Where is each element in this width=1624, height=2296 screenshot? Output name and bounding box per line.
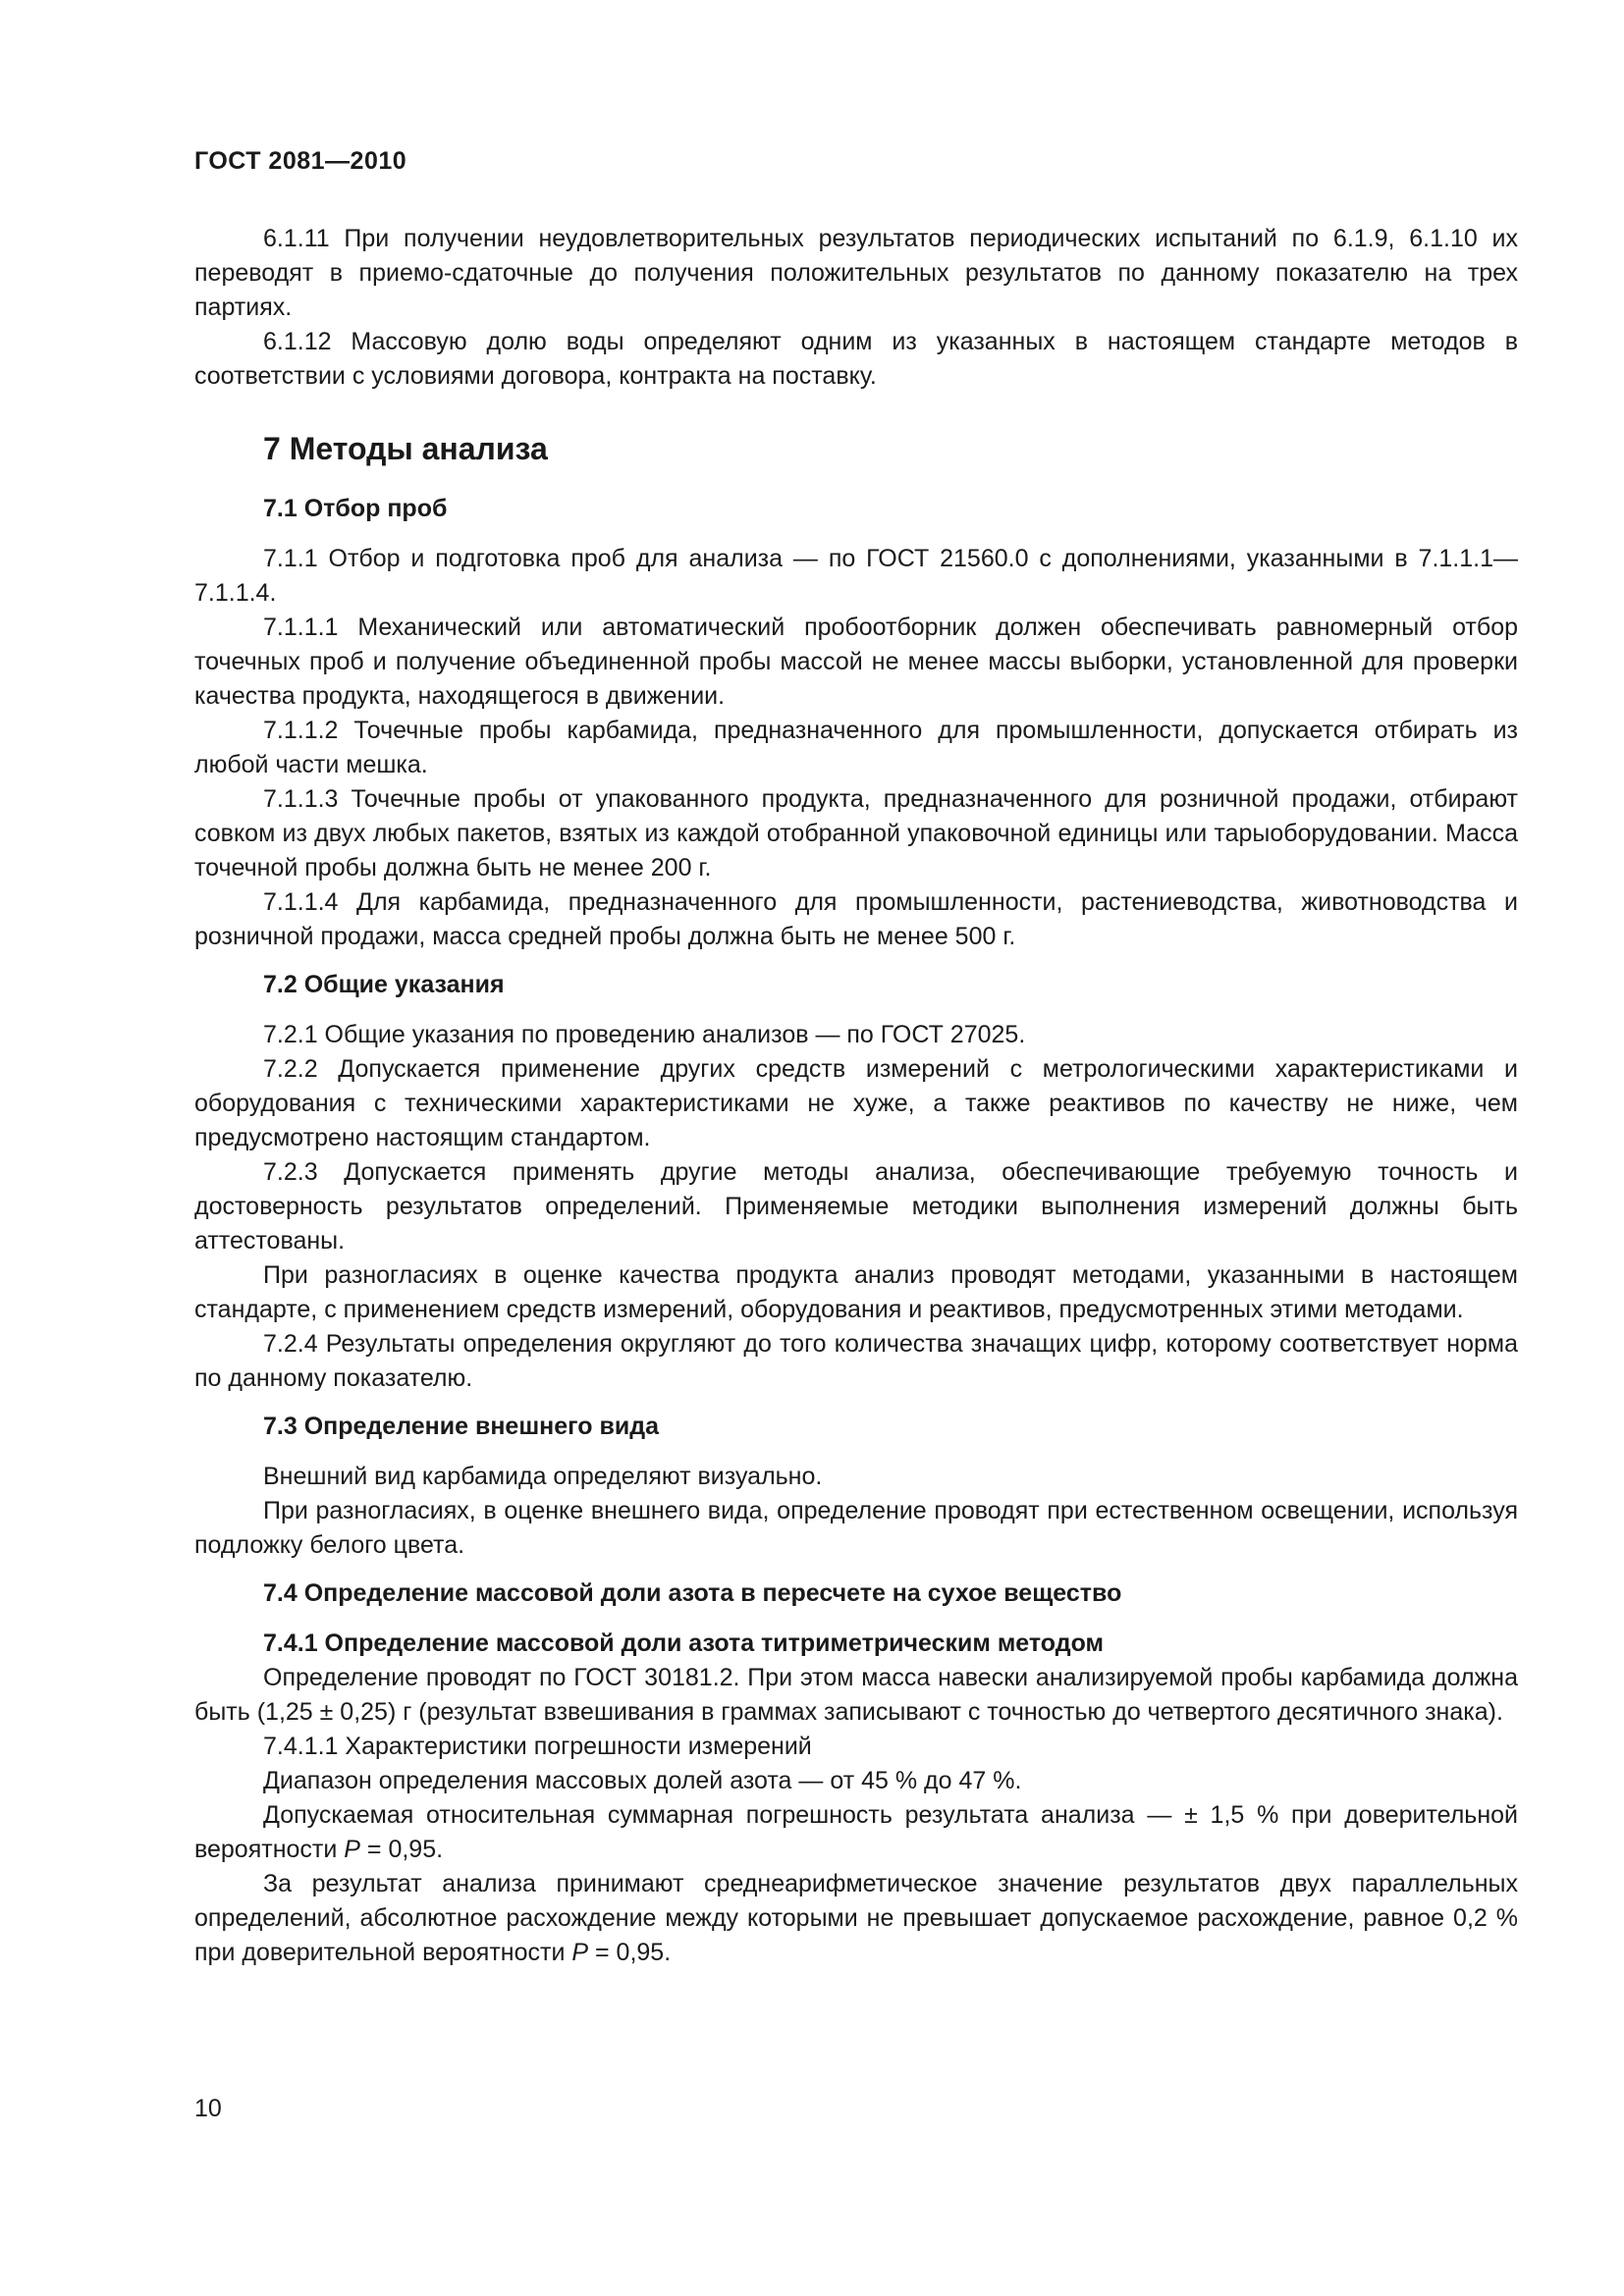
document-header: ГОСТ 2081—2010 (194, 147, 407, 175)
paragraph-6-1-11: 6.1.11 При получении неудовлетворительных результатов периодических испытаний по 6.1.9, 6.1.10 их переводят в приемо-сдаточные до получения положительных результатов по данному показателю на трех партиях. (194, 225, 1518, 321)
section-7-heading: 7 Методы анализа (263, 431, 548, 466)
paragraph-7-1-1-4: 7.1.1.4 Для карбамида, предназначенного для промышленности, растениеводства, животноводства и розничной продажи, масса средней пробы должна быть не менее 500 г. (194, 888, 1518, 950)
paragraph-7-3-disagreement: При разногласиях, в оценке внешнего вида, определение проводят при естественном освещении, используя подложку белого цвета. (194, 1497, 1518, 1559)
paragraph-7-2-3-disagreement: При разногласиях в оценке качества продукта анализ проводят методами, указанными в настоящем стандарте, с применением средств измерений, оборудования и реактивов, предусмотренных этими методами. (194, 1261, 1518, 1323)
section-7-1-heading: 7.1 Отбор проб (263, 495, 448, 522)
paragraph-7-3-visual: Внешний вид карбамида определяют визуально. (263, 1463, 823, 1490)
section-7-3-heading: 7.3 Определение внешнего вида (263, 1413, 659, 1440)
error-text: Допускаемая относительная суммарная погрешность результата анализа — ± 1,5 % при доверительной вероятности (194, 1801, 1518, 1863)
document-body (194, 222, 1518, 1970)
result-value: = 0,95. (588, 1939, 672, 1966)
paragraph-7-2-3: 7.2.3 Допускается применять другие методы анализа, обеспечивающие требуемую точность и достоверность результатов определений. Применяемые методики выполнения измерений должны быть аттестованы. (194, 1158, 1518, 1255)
paragraph-7-4-1-range: Диапазон определения массовых долей азота — от 45 % до 47 %. (263, 1767, 1022, 1794)
paragraph-7-1-1-3: 7.1.1.3 Точечные пробы от упакованного продукта, предназначенного для розничной продажи, отбирают совком из двух любых пакетов, взятых из каждой отобранной упаковочной единицы или тарыоборудовании. Масса точечной пробы должна быть не менее 200 г. (194, 785, 1518, 881)
section-7-2-heading: 7.2 Общие указания (263, 971, 505, 998)
section-7-4-1-heading: 7.4.1 Определение массовой доли азота титриметрическим методом (263, 1629, 1105, 1657)
paragraph-7-2-4: 7.2.4 Результаты определения округляют до того количества значащих цифр, которому соответствует норма по данному показателю. (194, 1330, 1518, 1392)
paragraph-7-1-1-1: 7.1.1.1 Механический или автоматический пробоотборник должен обеспечивать равномерный отбор точечных проб и получение объединенной пробы массой не менее массы выборки, установленной для проверки качества продукта, находящегося в движении. (194, 614, 1518, 710)
result-text: За результат анализа принимают среднеарифметическое значение результатов двух параллельных определений, абсолютное расхождение между которыми не превышает допускаемое расхождение, равное 0,2 % при доверительной вероятности (194, 1870, 1518, 1966)
error-value: = 0,95. (359, 1836, 444, 1863)
paragraph-6-1-12: 6.1.12 Массовую долю воды определяют одним из указанных в настоящем стандарте методов в соответствии с условиями договора, контракта на поставку. (194, 328, 1518, 390)
paragraph-7-4-1-1: 7.4.1.1 Характеристики погрешности измерений (263, 1733, 812, 1760)
probability-symbol: P (344, 1836, 360, 1863)
section-7-4-heading: 7.4 Определение массовой доли азота в пересчете на сухое вещество (263, 1579, 1122, 1607)
paragraph-7-1-1-2: 7.1.1.2 Точечные пробы карбамида, предназначенного для промышленности, допускается отбирать из любой части мешка. (194, 717, 1518, 778)
paragraph-7-2-2: 7.2.2 Допускается применение других средств измерений с метрологическими характеристиками и оборудования с техническими характеристиками не хуже, а также реактивов по качеству не ниже, чем предусмотрено настоящим стандартом. (194, 1055, 1518, 1151)
paragraph-7-2-1: 7.2.1 Общие указания по проведению анализов — по ГОСТ 27025. (263, 1021, 1026, 1048)
page-number: 10 (194, 2095, 222, 2122)
paragraph-7-4-1-error (194, 1798, 1518, 1867)
paragraph-7-4-1-result (194, 1867, 1518, 1970)
probability-symbol: P (571, 1939, 589, 1966)
paragraph-7-4-1-method: Определение проводят по ГОСТ 30181.2. При этом масса навески анализируемой пробы карбамида должна быть (1,25 ± 0,25) г (результат взвешивания в граммах записывают с точностью до четвертого десятичного знака). (194, 1664, 1518, 1726)
paragraph-7-1-1: 7.1.1 Отбор и подготовка проб для анализа — по ГОСТ 21560.0 с дополнениями, указанными в 7.1.1.1—7.1.1.4. (194, 545, 1518, 607)
